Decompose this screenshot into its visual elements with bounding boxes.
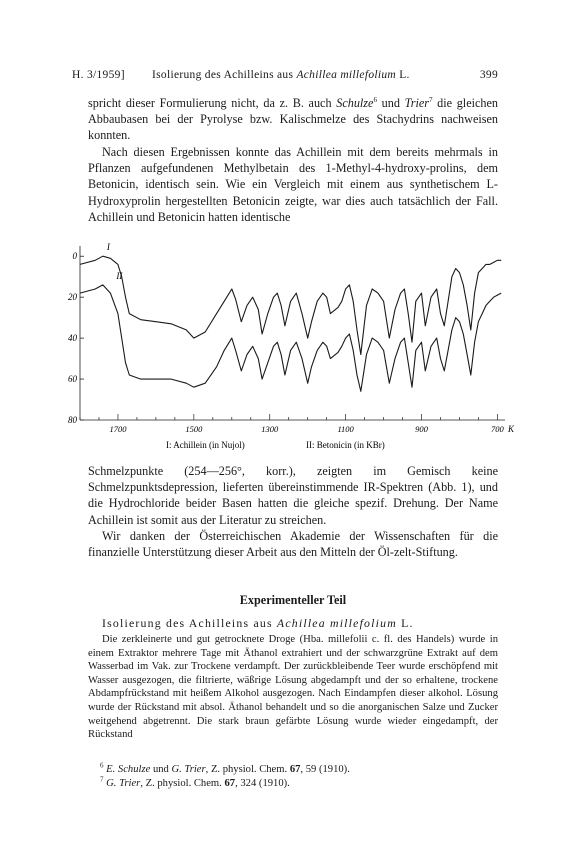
footnote-ref-6: 6 [373, 95, 377, 104]
footnote-ref-7: 7 [428, 95, 433, 104]
y-tick-label: 40 [68, 333, 77, 344]
x-tick-label: 900 [415, 424, 428, 434]
caption-achillein: I: Achillein (in Nujol) [166, 440, 245, 450]
author-trier: Trier [404, 96, 429, 110]
y-tick-label: 0 [72, 251, 77, 262]
spectrum-curve-1 [80, 256, 501, 354]
y-tick-label: 20 [68, 292, 77, 303]
paragraph-1: spricht dieser Formulierung nicht, da z. B. auch Schulze$^6$ und Trier$^7$ die gleichen Abbaubasen bei der Pyrolyse bzw. Kalischmelze des Stachydrins nachweisen konnten. [88, 95, 498, 143]
section-heading: Experimenteller Teil [239, 593, 347, 607]
paragraph-3: Schmelzpunkte (254—256°, korr.), zeigten im Gemisch keine Schmelzpunktsdepression, lieferten übereinstimmende IR-Spektren (Abb. 1), und die Hydrochloride beider Basen hatten die gleiche spezif. Drehung. Der Name Achillein ist somit aus der Literatur zu streichen. [88, 464, 498, 527]
caption-betonicin: II: Betonicin (in KBr) [306, 440, 385, 450]
footnote-7: $^7$ G. Trier, Z. physiol. Chem. 67, 324 (1910). [100, 775, 290, 789]
curve-label-2: II [116, 270, 123, 281]
y-tick-label: 60 [68, 374, 77, 385]
curve-label-1: I [106, 242, 110, 253]
subsection-heading: Isolierung des Achilleins aus Achillea millefolium L. [102, 616, 414, 630]
y-tick-label: 80 [68, 415, 77, 425]
ir-spectrum-figure [0, 236, 576, 454]
paragraph-2: Nach diesen Ergebnissen konnte das Achillein mit dem bereits mehrmals in Pflanzen aufgefundenen Methylbetain des 1-Methyl-4-hydroxy-prolins, dem Betonicin, identisch sein. Wie ein Vergleich mit einem aus synthetischem L-Hydroxyprolin hergestellten Betonicin zeigte, war dies auch tatsächlich der Fall. Achillein und Betonicin hatten identische [88, 145, 498, 224]
x-tick-label: 1500 [185, 424, 203, 434]
journal-issue: H. 3/1959] [72, 69, 125, 81]
x-tick-label: 1100 [337, 424, 354, 434]
x-tick-label: 700 [491, 424, 504, 434]
author-schulze: Schulze [336, 96, 374, 110]
x-axis-unit: K [508, 424, 515, 434]
paragraph-4: Wir danken der Österreichischen Akademie der Wissenschaften für die finanzielle Unterstützung dieser Arbeit aus den Mitteln der Öl-zelt-Stiftung. [88, 529, 498, 560]
paragraph-5: Die zerkleinerte und gut getrocknete Droge (Hba. millefolii c. fl. des Handels) wurde in einem Extraktor mehrere Tage mit Äthanol extrahiert und der schwarzgrüne Extrakt auf dem Wasserbad im Vak. zur Trockene verdampft. Der zurückbleibende Teer wurde erschöpfend mit Wasser ausgezogen, die filtrierte, wäßrige Lösung abgedampft und der so erhaltene, trockene Abdampfrückstand mit heißem Alkohol ausgezogen. Nach Eindampfen dieser alkohol. Lösung wurde der Rückstand mit absol. Äthanol behandelt und so die anorganischen Salze und Zucker weitgehend abgetrennt. Die stark braun gefärbte Lösung wurde wieder eingedampft, der Rückstand [88, 634, 498, 741]
x-tick-label: 1700 [109, 424, 127, 434]
x-tick-label: 1300 [261, 424, 279, 434]
footnote-6: $^6$ E. Schulze und G. Trier, Z. physiol. Chem. 67, 59 (1910). [100, 761, 350, 775]
running-title: Isolierung des Achilleins aus Achillea millefolium L. [152, 69, 410, 81]
page-number: 399 [479, 69, 498, 81]
